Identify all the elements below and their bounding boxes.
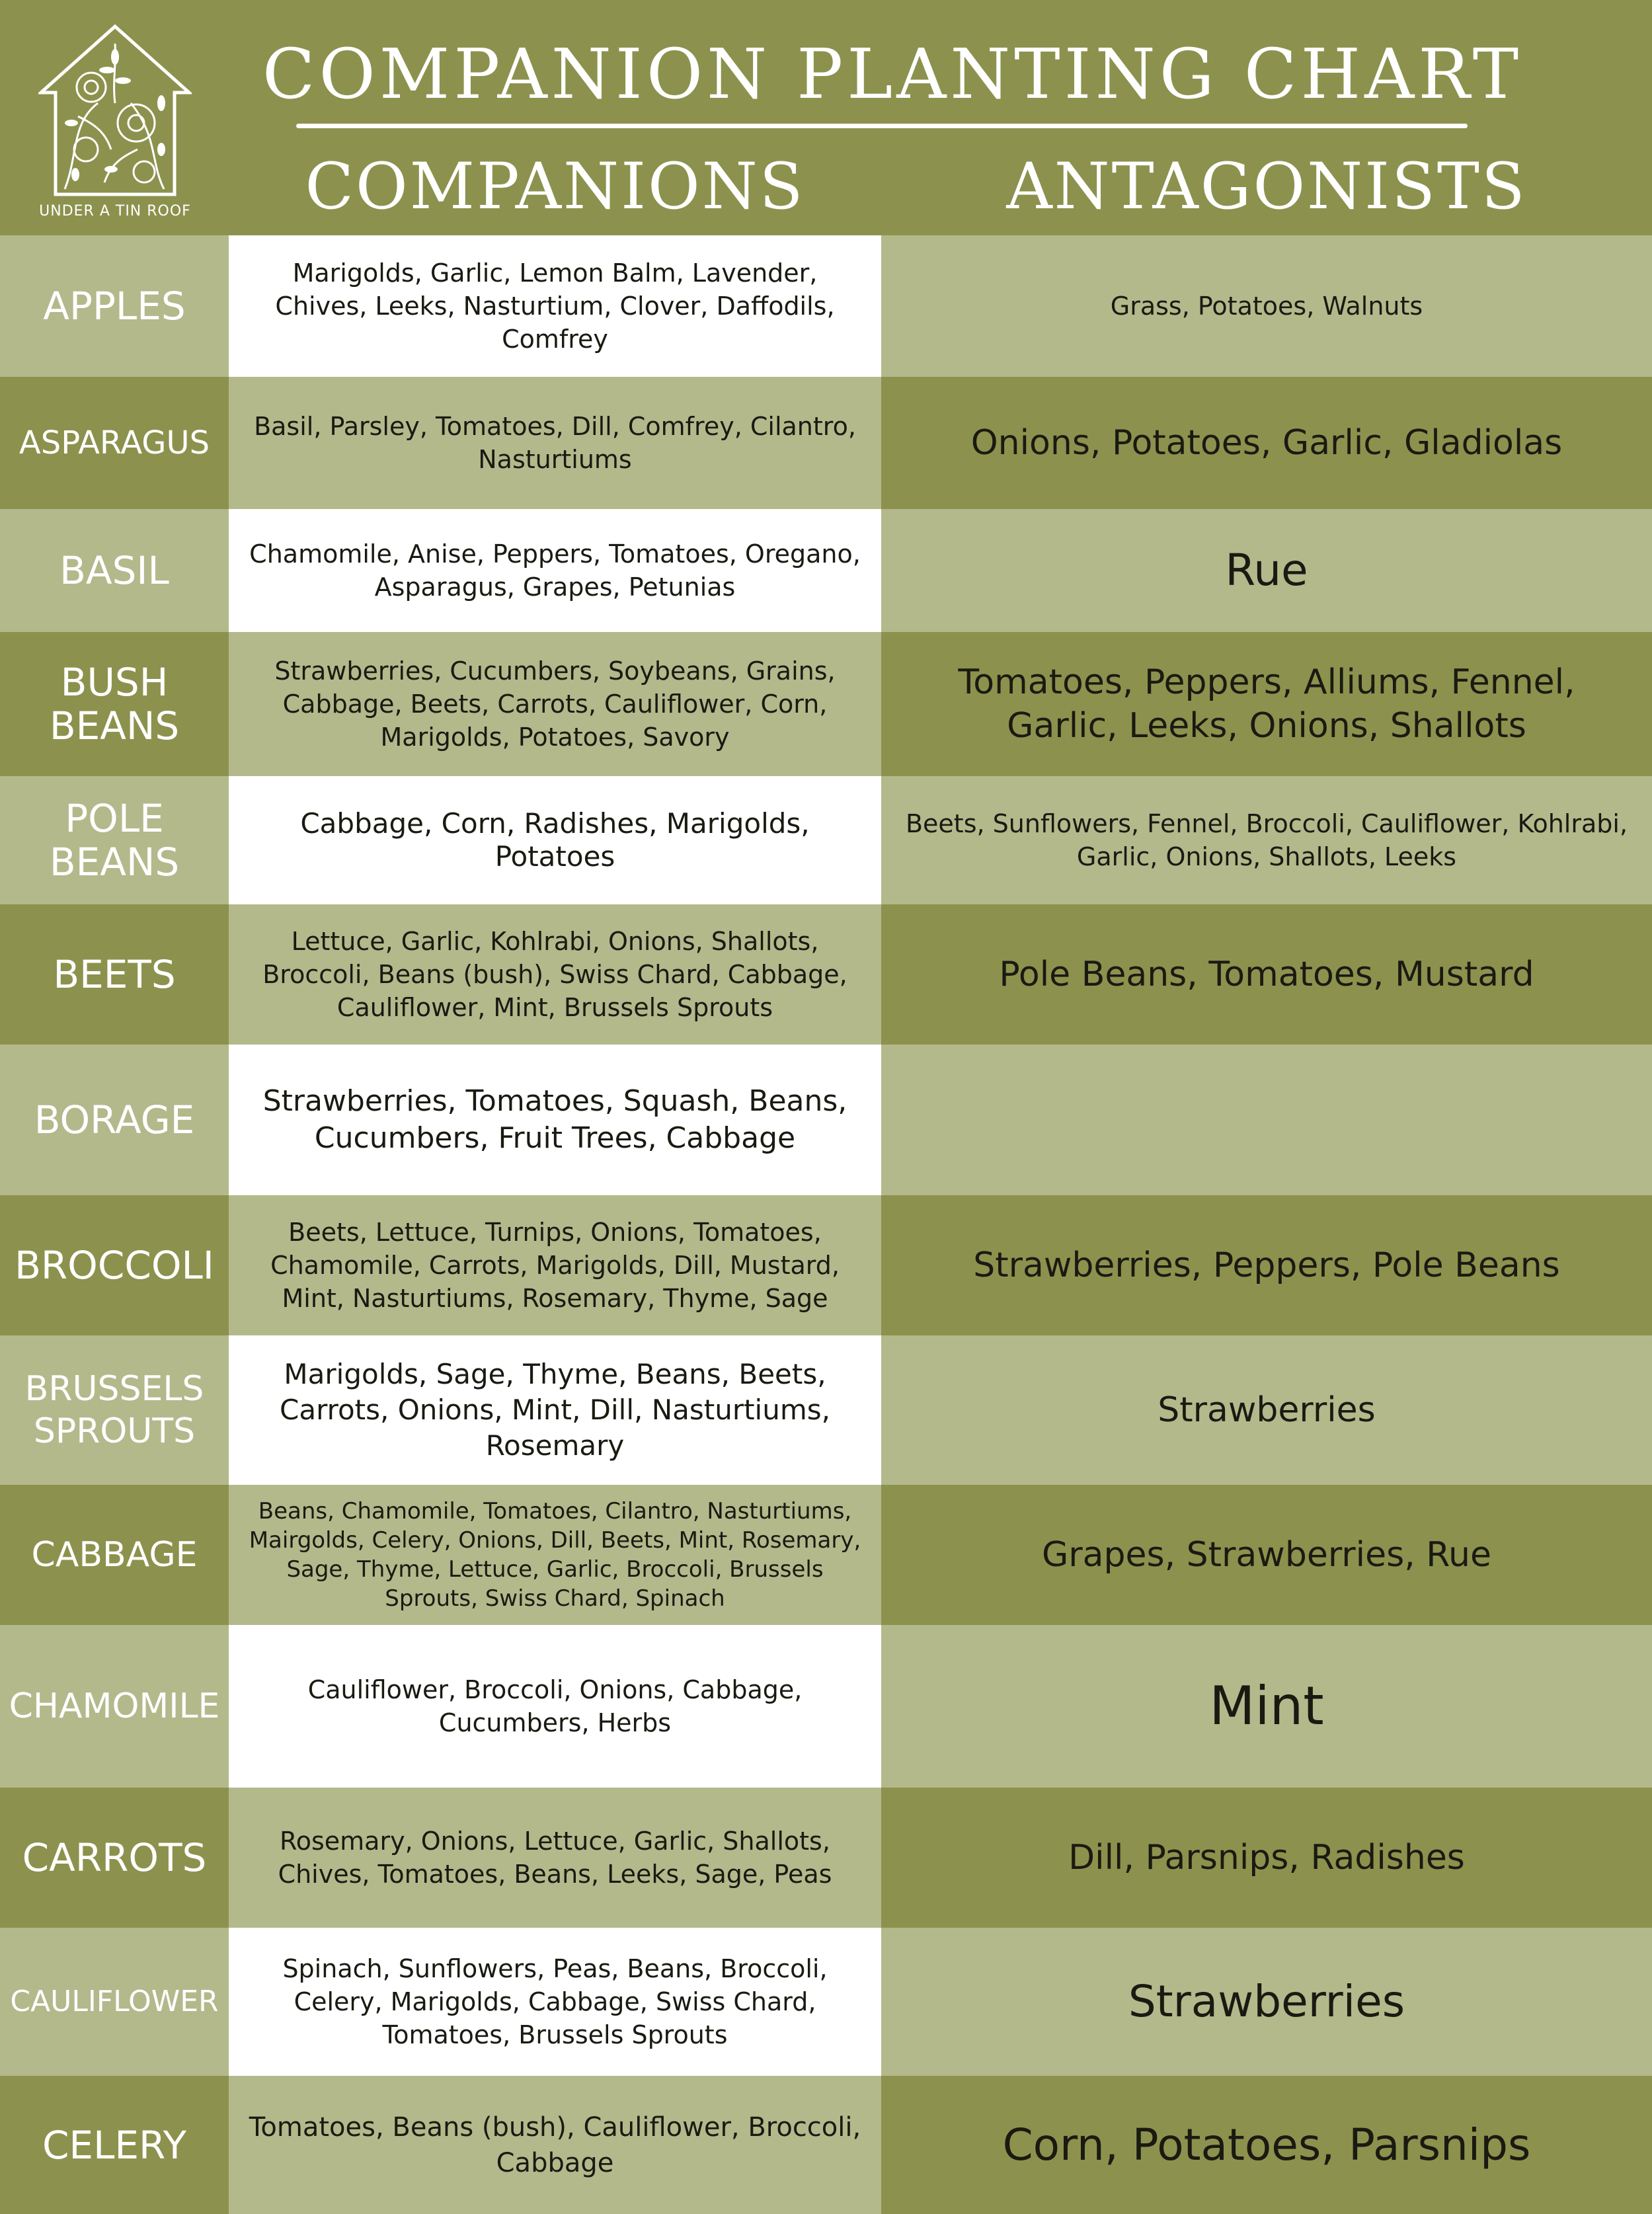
companions-cell: Cauliflower, Broccoli, Onions, Cabbage, Cucumbers, Herbs: [229, 1625, 881, 1788]
plant-name: BROCCOLI: [0, 1195, 229, 1335]
companions-cell: Marigolds, Sage, Thyme, Beans, Beets, Carrots, Onions, Mint, Dill, Nasturtiums, Rosemary: [229, 1335, 881, 1485]
plant-name: BORAGE: [0, 1045, 229, 1195]
companions-cell: Strawberries, Cucumbers, Soybeans, Grains, Cabbage, Beets, Carrots, Cauliflower, Corn, Marigolds, Potatoes, Savory: [229, 632, 881, 776]
logo: [38, 24, 192, 219]
plant-name: APPLES: [0, 235, 229, 377]
table-row: [0, 1928, 1652, 2076]
plant-name: BEETS: [0, 904, 229, 1045]
antagonists-cell: Strawberries: [881, 1928, 1652, 2076]
table-row: [0, 1788, 1652, 1928]
plant-name: BUSH BEANS: [0, 632, 229, 776]
antagonists-cell: Rue: [881, 509, 1652, 632]
antagonists-cell: Corn, Potatoes, Parsnips: [881, 2076, 1652, 2214]
antagonists-cell: Pole Beans, Tomatoes, Mustard: [881, 904, 1652, 1045]
table-row: [0, 776, 1652, 904]
antagonists-cell: [881, 1045, 1652, 1195]
antagonists-cell: Onions, Potatoes, Garlic, Gladiolas: [881, 377, 1652, 509]
table-row: [0, 1335, 1652, 1485]
table-row: [0, 1485, 1652, 1625]
companions-cell: Rosemary, Onions, Lettuce, Garlic, Shallots, Chives, Tomatoes, Beans, Leeks, Sage, Peas: [229, 1788, 881, 1928]
antagonists-cell: Strawberries, Peppers, Pole Beans: [881, 1195, 1652, 1335]
antagonists-cell: Grass, Potatoes, Walnuts: [881, 235, 1652, 377]
companions-cell: Beets, Lettuce, Turnips, Onions, Tomatoes, Chamomile, Carrots, Marigolds, Dill, Mustard, Mint, Nasturtiums, Rosemary, Thyme, Sage: [229, 1195, 881, 1335]
table-row: [0, 904, 1652, 1045]
antagonists-cell: Strawberries: [881, 1335, 1652, 1485]
table-row: [0, 377, 1652, 509]
table-row: [0, 509, 1652, 632]
companions-cell: Lettuce, Garlic, Kohlrabi, Onions, Shallots, Broccoli, Beans (bush), Swiss Chard, Cabbage, Cauliflower, Mint, Brussels Sprouts: [229, 904, 881, 1045]
column-header-antagonists: ANTAGONISTS: [1006, 149, 1527, 223]
title-divider: [296, 124, 1468, 128]
page-title: COMPANION PLANTING CHART: [262, 34, 1523, 114]
table-row: [0, 235, 1652, 377]
table-row: [0, 2076, 1652, 2214]
companions-cell: Basil, Parsley, Tomatoes, Dill, Comfrey, Cilantro, Nasturtiums: [229, 377, 881, 509]
column-header-companions: COMPANIONS: [305, 149, 805, 223]
companions-cell: Beans, Chamomile, Tomatoes, Cilantro, Nasturtiums, Mairgolds, Celery, Onions, Dill, Beets, Mint, Rosemary, Sage, Thyme, Lettuce, Garlic, Broccoli, Brussels Sprouts, Swiss Chard, Spinach: [229, 1485, 881, 1625]
antagonists-cell: Tomatoes, Peppers, Alliums, Fennel, Garlic, Leeks, Onions, Shallots: [881, 632, 1652, 776]
companions-cell: Tomatoes, Beans (bush), Cauliflower, Broccoli, Cabbage: [229, 2076, 881, 2214]
table-row: [0, 632, 1652, 776]
logo-text: UNDER A TIN ROOF: [39, 203, 191, 219]
companions-cell: Spinach, Sunflowers, Peas, Beans, Broccoli, Celery, Marigolds, Cabbage, Swiss Chard, Tomatoes, Brussels Sprouts: [229, 1928, 881, 2076]
plant-name: CAULIFLOWER: [0, 1928, 229, 2076]
companions-cell: Chamomile, Anise, Peppers, Tomatoes, Oregano, Asparagus, Grapes, Petunias: [229, 509, 881, 632]
plant-name: BASIL: [0, 509, 229, 632]
antagonists-cell: Beets, Sunflowers, Fennel, Broccoli, Cauliflower, Kohlrabi, Garlic, Onions, Shallots, Leeks: [881, 776, 1652, 904]
plant-name: ASPARAGUS: [0, 377, 229, 509]
header: [0, 0, 1652, 235]
table-row: [0, 1625, 1652, 1788]
plant-name: CELERY: [0, 2076, 229, 2214]
antagonists-cell: Grapes, Strawberries, Rue: [881, 1485, 1652, 1625]
plant-name: CABBAGE: [0, 1485, 229, 1625]
antagonists-cell: Dill, Parsnips, Radishes: [881, 1788, 1652, 1928]
companions-cell: Marigolds, Garlic, Lemon Balm, Lavender, Chives, Leeks, Nasturtium, Clover, Daffodils, Comfrey: [229, 235, 881, 377]
table-row: [0, 1045, 1652, 1195]
plant-name: BRUSSELS SPROUTS: [0, 1335, 229, 1485]
table-row: [0, 1195, 1652, 1335]
companions-cell: Cabbage, Corn, Radishes, Marigolds, Potatoes: [229, 776, 881, 904]
companions-cell: Strawberries, Tomatoes, Squash, Beans, Cucumbers, Fruit Trees, Cabbage: [229, 1045, 881, 1195]
antagonists-cell: Mint: [881, 1625, 1652, 1788]
plant-name: CHAMOMILE: [0, 1625, 229, 1788]
chart-table: [0, 235, 1652, 2214]
plant-name: POLE BEANS: [0, 776, 229, 904]
house-flowers-icon: [38, 24, 192, 197]
plant-name: CARROTS: [0, 1788, 229, 1928]
